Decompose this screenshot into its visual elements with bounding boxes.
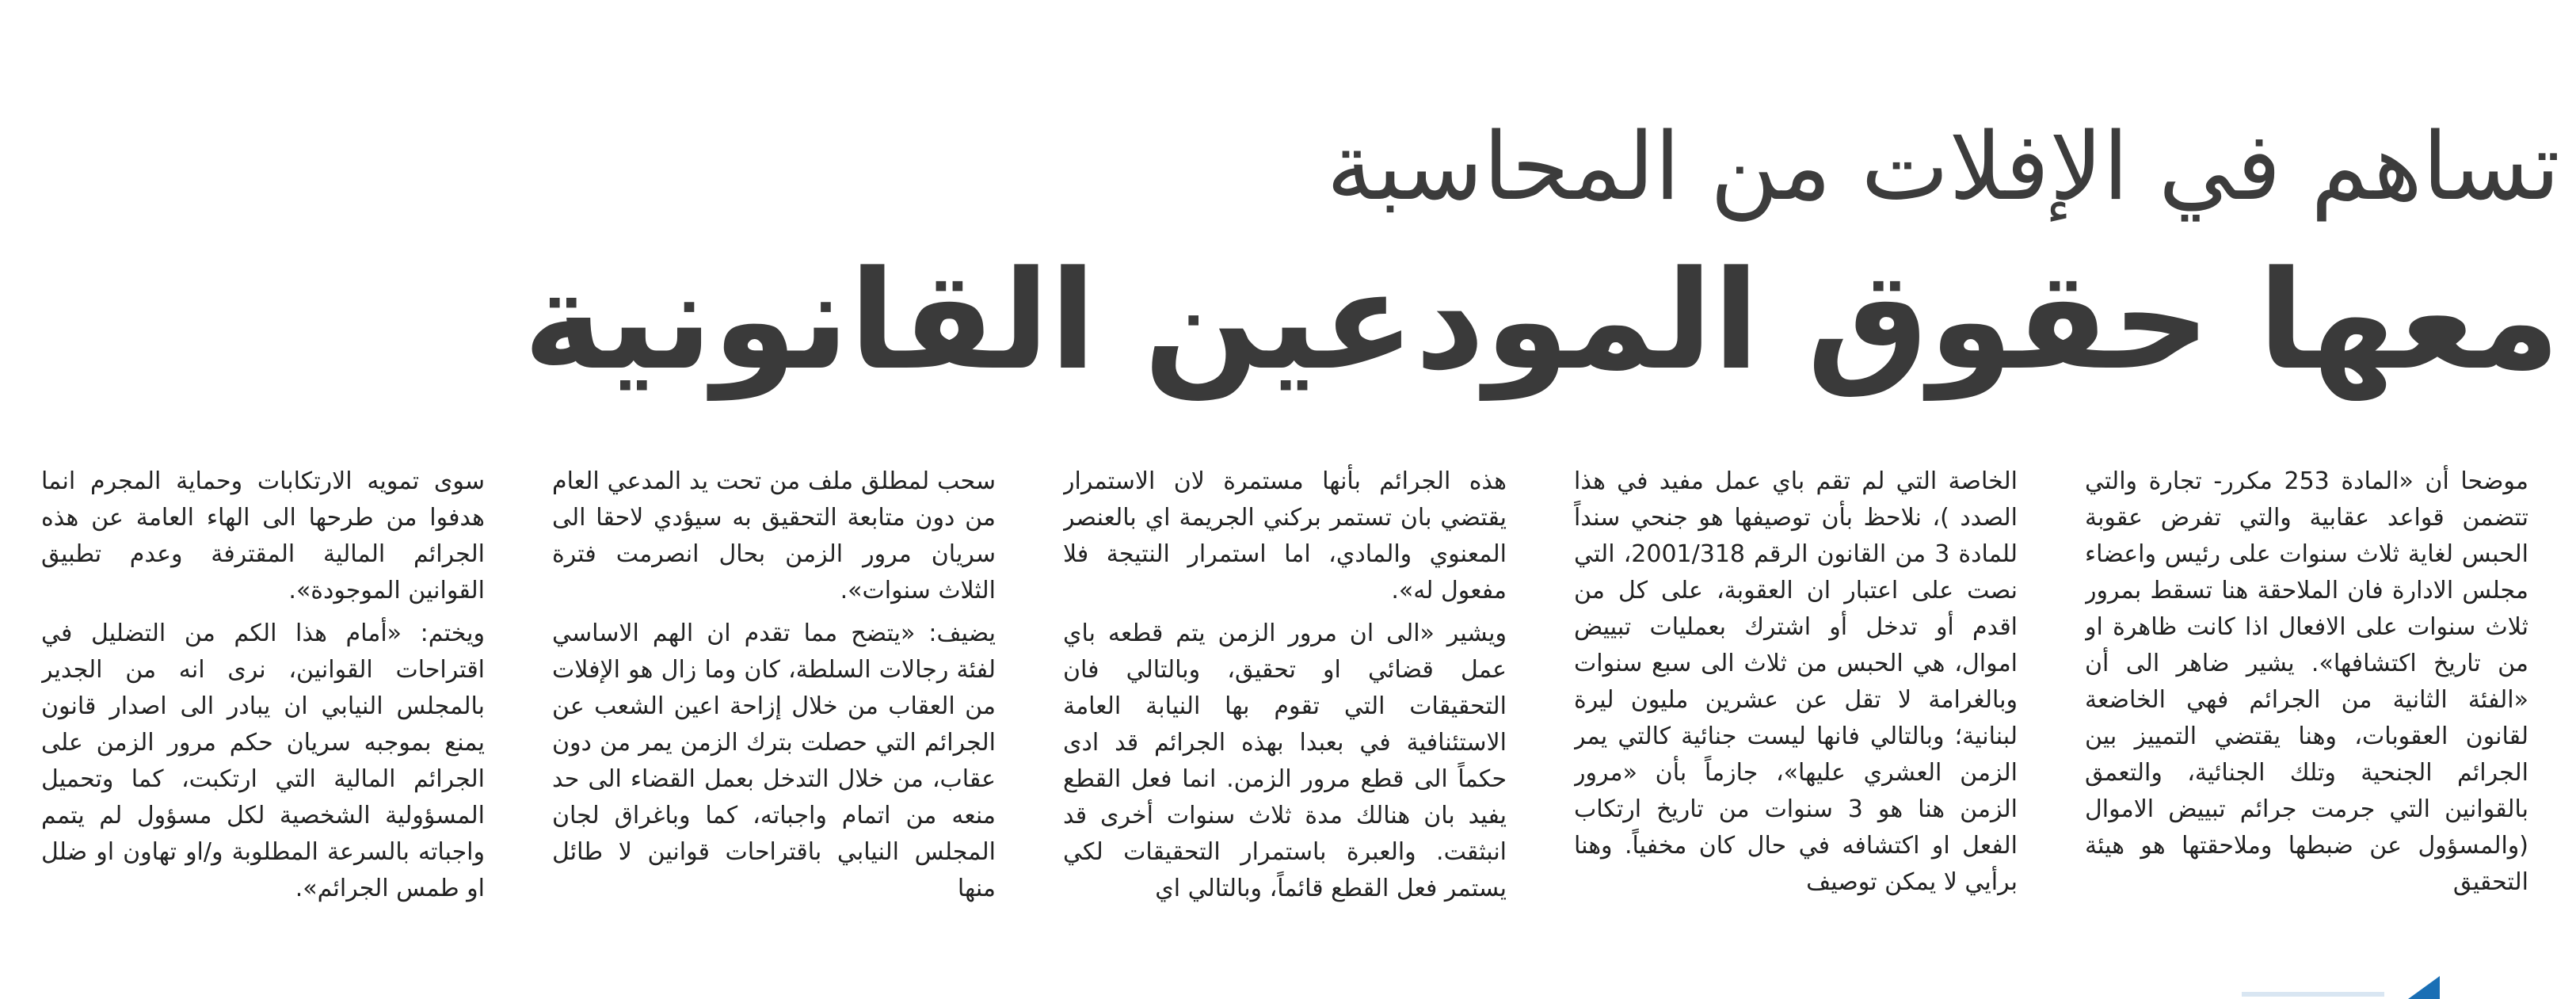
paragraph: الخاصة التي لم تقم باي عمل مفيد في هذا الصدد )، نلاحظ بأن توصيفها هو جنحي سنداً للمادة 3 من القانون الرقم 2001/318، التي نصت على اعتبار ان العقوبة، على كل من اقدم أو تدخل أو اشترك بعمليات تبييض اموال، هي الحبس من ثلاث الى سبع سنوات وبالغرامة لا تقل عن عشرين مليون ليرة لبنانية؛ وبالتالي فانها ليست جنائية كالتي يمر الزمن العشري عليها»، جازماً بأن «مرور الزمن هنا هو 3 سنوات من تاريخ ارتكاب الفعل او اكتشافه في حال كان مخفياً. وهنا برأيي لا يمكن توصيف: [1574, 467, 2018, 896]
headline-main: معها حقوق المودعين القانونية: [523, 241, 2560, 400]
paragraph: سحب لمطلق ملف من تحت يد المدعي العام من دون متابعة التحقيق به سيؤدي لاحقا الى سريان مرور الزمن بحال انصرمت فترة الثلاث سنوات».: [552, 467, 996, 604]
article-column-1: [2085, 463, 2528, 939]
paragraph: يضيف: «يتضح مما تقدم ان الهم الاساسي لفئة رجالات السلطة، كان وما زال هو الإفلات من العقاب من خلال إزاحة اعين الشعب عن الجرائم التي حصلت بترك الزمن يمر من دون عقاب، من خلال التدخل بعمل القضاء الى حد منعه من اتمام واجباته، كما وباغراق لجان المجلس النيابي باقتراحات قوانين لا طائل منها: [552, 620, 996, 902]
headline-kicker: تساهم في الإفلات من المحاسبة: [1326, 112, 2560, 221]
article-column-4: [552, 463, 996, 939]
article-column-5: [41, 463, 485, 939]
corner-accent-triangle: [2408, 976, 2440, 999]
article-column-2: [1574, 463, 2018, 939]
paragraph: ويختم: «أمام هذا الكم من التضليل في اقتراحات القوانين، نرى انه من الجدير بالمجلس النيابي ان يبادر الى اصدار قانون يمنع بموجبه سريان حكم مرور الزمن على الجرائم المالية التي ارتكبت، كما وتحميل المسؤولية الشخصية لكل مسؤول لم يتمم واجباته بالسرعة المطلوبة و/او تهاون او ضلل او طمس الجرائم».: [41, 620, 485, 902]
paragraph: موضحا أن «المادة 253 مكرر- تجارة والتي تتضمن قواعد عقابية والتي تفرض عقوبة الحبس لغاية ثلاث سنوات على رئيس واعضاء مجلس الادارة فان الملاحقة هنا تسقط بمرور ثلاث سنوات على الافعال اذا كانت ظاهرة او من تاريخ اكتشافها». يشير ضاهر الى أن «الفئة الثانية من الجرائم فهي الخاضعة لقانون العقوبات، وهنا يقتضي التمييز بين الجرائم الجنحية وتلك الجنائية، والتعمق بالقوانين التي جرمت جرائم تبييض الاموال (والمسؤول عن ضبطها وملاحقتها هو هيئة التحقيق: [2085, 467, 2528, 896]
paragraph: ويشير «الى ان مرور الزمن يتم قطعه باي عمل قضائي او تحقيق، وبالتالي فان التحقيقات التي تقوم بها النيابة العامة الاستئنافية في بعبدا بهذه الجرائم قد ادى حكماً الى قطع مرور الزمن. انما فعل القطع يفيد بان هنالك مدة ثلاث سنوات أخرى قد انبثقت. والعبرة باستمرار التحقيقات لكي يستمر فعل القطع قائماً، وبالتالي اي: [1063, 620, 1507, 902]
article-column-3: [1063, 463, 1507, 939]
paragraph: هذه الجرائم بأنها مستمرة لان الاستمرار يقتضي بان تستمر بركني الجريمة اي بالعنصر المعنوي والمادي، اما استمرار النتيجة فلا مفعول له».: [1063, 467, 1507, 604]
page-edge-strip: [2242, 992, 2384, 997]
paragraph: سوى تمويه الارتكابات وحماية المجرم انما هدفوا من طرحها الى الهاء العامة عن هذه الجرائم المالية المقترفة وعدم تطبيق القوانين الموجودة».: [41, 467, 485, 604]
article-body: [41, 463, 2528, 939]
